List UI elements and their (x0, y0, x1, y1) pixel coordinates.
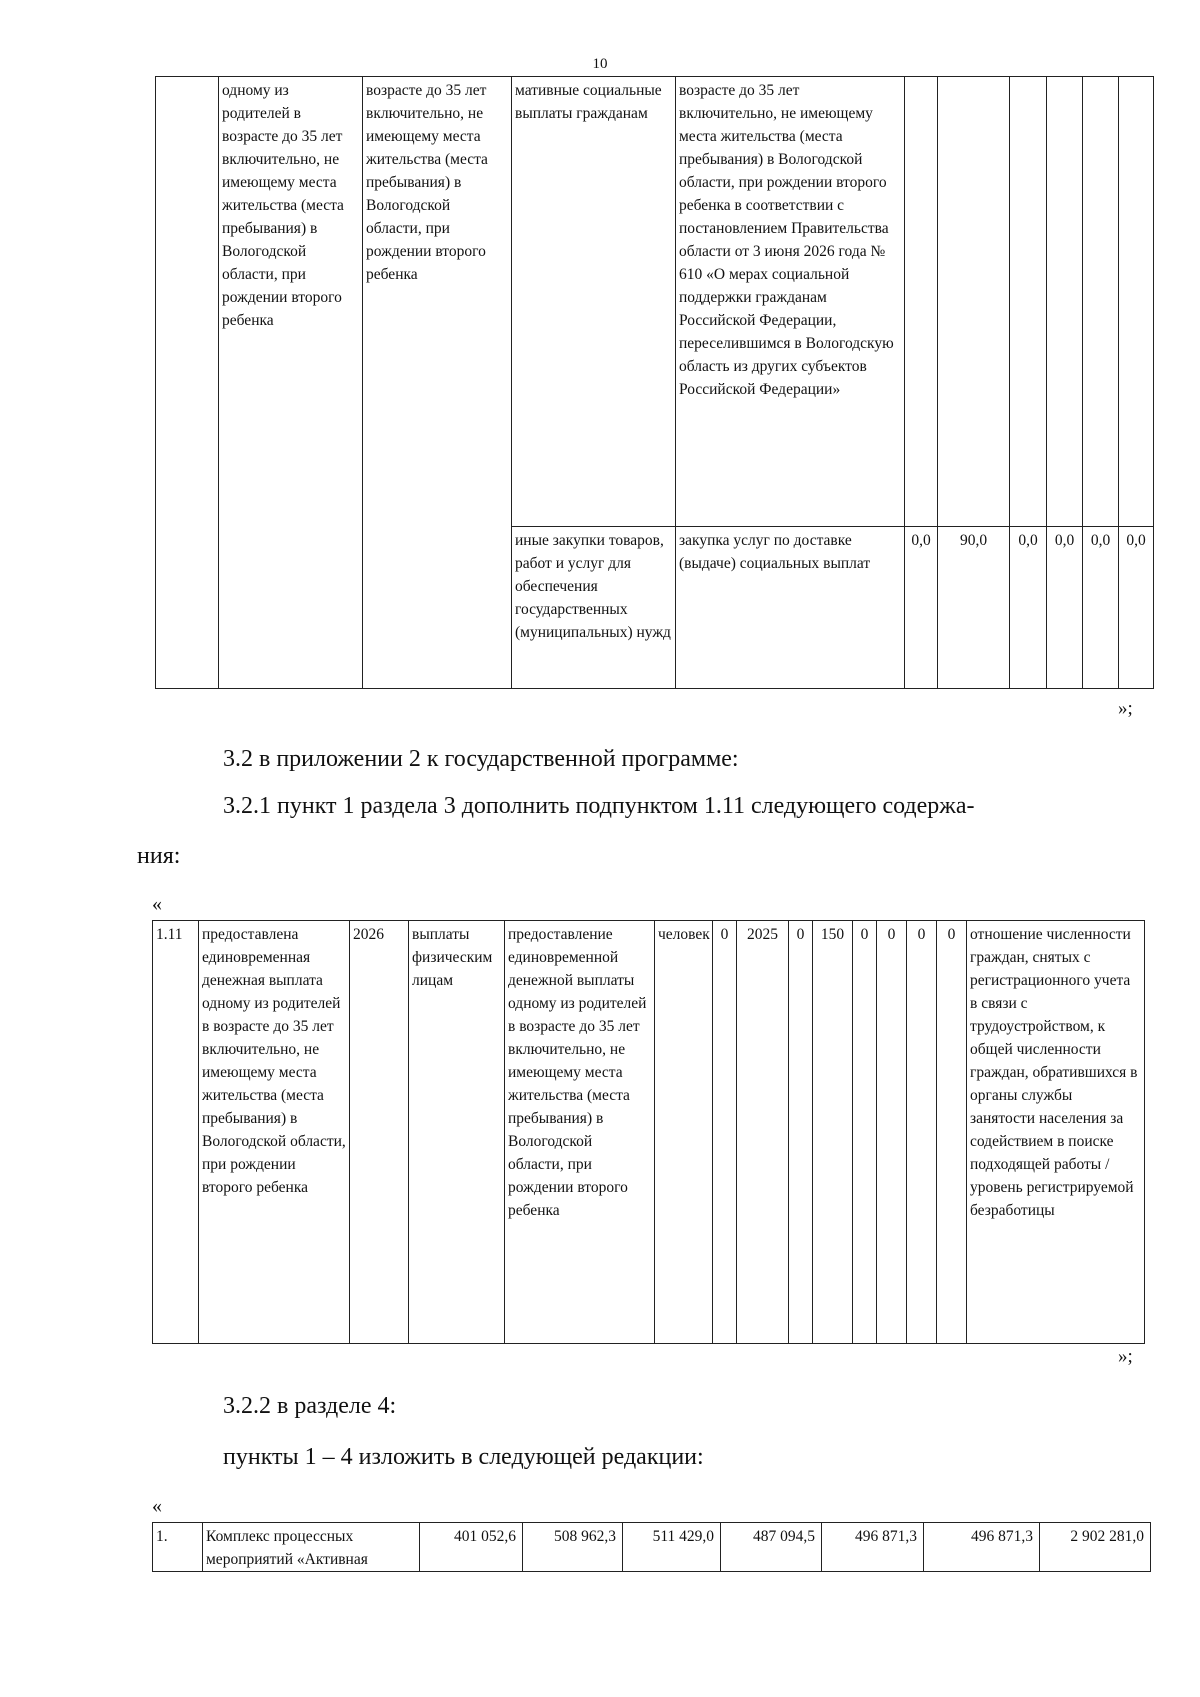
table-cell-value: 401 052,6 (420, 1523, 523, 1572)
table-cell-value: 90,0 (938, 527, 1010, 689)
table-cell (1010, 77, 1047, 527)
paragraph-line: ния: (137, 843, 181, 869)
table-cell: предоставление единовременной денежной выплаты одному из родителей в возрасте до 35 лет включительно, не имеющему места жительства (места пребывания) в Вологодской области, при рождении второго ребенка (505, 921, 655, 1344)
table-cell-value: 2 902 281,0 (1040, 1523, 1151, 1572)
table-cell: возрасте до 35 лет включительно, не имеющему места жительства (места пребывания) в Вологодской области, при рождении второго ребенка в соответствии с постановлением Правительства области от 3 июня 2026 года № 610 «О мерах социальной поддержки гражданам Российской Федерации, переселившимся в Вологодскую область из других субъектов Российской Федерации» (676, 77, 905, 527)
table-cell-value: 0,0 (1010, 527, 1047, 689)
closing-quote: »; (1118, 1346, 1133, 1367)
closing-quote: »; (1118, 698, 1133, 719)
table-row (156, 77, 1154, 527)
section-heading: 3.2 в приложении 2 к государственной программе: (223, 746, 739, 772)
table-cell: 1. (153, 1523, 203, 1572)
table-cell: 1.11 (153, 921, 199, 1344)
table-cell: человек (655, 921, 713, 1344)
table-cell-value: 0 (907, 921, 937, 1344)
table-row (153, 1523, 1151, 1572)
table-cell-value: 0 (713, 921, 737, 1344)
table-section-4 (152, 1522, 1151, 1572)
table-subpoint (152, 920, 1145, 1344)
table-cell (1119, 77, 1154, 527)
section-heading: 3.2.2 в разделе 4: (223, 1393, 397, 1419)
table-cell-value: 0 (877, 921, 907, 1344)
table-cell: закупка услуг по доставке (выдаче) социальных выплат (676, 527, 905, 689)
table-cell: отношение численности граждан, снятых с регистрационного учета в связи с трудоустройством, к общей численности граждан, обратившихся в органы службы занятости населения за содействием в поиске подходящей работы / уровень регистрируемой безработицы (967, 921, 1145, 1344)
table-cell: мативные социальные выплаты гражданам (512, 77, 676, 527)
table-cell-value: 0,0 (905, 527, 938, 689)
table-cell: выплаты физическим лицам (409, 921, 505, 1344)
table-cell (938, 77, 1010, 527)
paragraph-line: 3.2.1 пункт 1 раздела 3 дополнить подпунктом 1.11 следующего содержа- (223, 793, 975, 819)
table-continuation (155, 76, 1154, 689)
table-cell (156, 77, 219, 689)
table-cell: возрасте до 35 лет включительно, не имеющему места жительства (места пребывания) в Вологодской области, при рождении второго ребенка (363, 77, 512, 689)
table-cell (1047, 77, 1083, 527)
table-cell-value: 511 429,0 (623, 1523, 721, 1572)
table-cell (905, 77, 938, 527)
table-cell: иные закупки товаров, работ и услуг для обеспечения государственных (муниципальных) нужд (512, 527, 676, 689)
table-row (153, 921, 1145, 1344)
table-cell-value: 0 (853, 921, 877, 1344)
opening-quote: « (152, 1495, 162, 1517)
table-cell-value: 2025 (737, 921, 789, 1344)
table-cell-value: 508 962,3 (523, 1523, 623, 1572)
table-cell-value: 496 871,3 (924, 1523, 1040, 1572)
paragraph-line: пункты 1 – 4 изложить в следующей редакции: (223, 1444, 704, 1470)
table-cell-value: 150 (813, 921, 853, 1344)
table-cell: 2026 (350, 921, 409, 1344)
opening-quote: « (152, 893, 162, 915)
table-cell-value: 0 (937, 921, 967, 1344)
table-cell-value: 0,0 (1119, 527, 1154, 689)
table-cell-value: 496 871,3 (822, 1523, 924, 1572)
table-cell: Комплекс процессных мероприятий «Активная (203, 1523, 420, 1572)
table-cell-value: 0,0 (1047, 527, 1083, 689)
page-number: 10 (592, 56, 608, 72)
table-cell: одному из родителей в возрасте до 35 лет включительно, не имеющему места жительства (места пребывания) в Вологодской области, при рождении второго ребенка (219, 77, 363, 689)
table-cell-value: 0 (789, 921, 813, 1344)
table-cell: предоставлена единовременная денежная выплата одному из родителей в возрасте до 35 лет включительно, не имеющему места жительства (места пребывания) в Вологодской области, при рождении второго ребенка (199, 921, 350, 1344)
table-cell-value: 487 094,5 (721, 1523, 822, 1572)
table-cell-value: 0,0 (1083, 527, 1119, 689)
table-cell (1083, 77, 1119, 527)
